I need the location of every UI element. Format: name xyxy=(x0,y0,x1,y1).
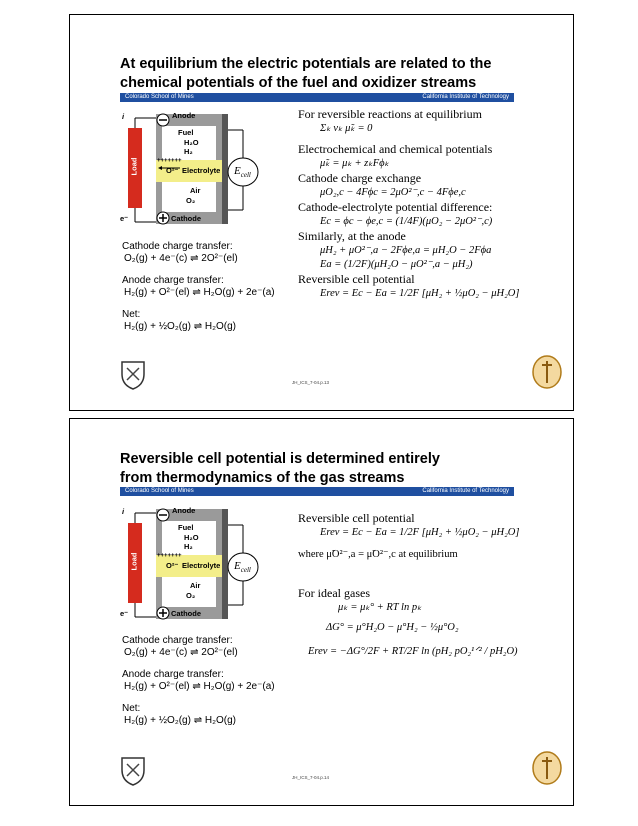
net-eq: H₂(g) + ½O₂(g) ⇌ H₂O(g) xyxy=(124,715,236,726)
o2-label: O₂ xyxy=(186,196,196,205)
eq-line: Cathode charge exchange xyxy=(298,171,422,185)
slide-1 xyxy=(69,14,574,411)
current-label: i xyxy=(122,507,125,516)
h2-label: H₂ xyxy=(184,147,193,156)
fuel-label: Fuel xyxy=(178,523,194,532)
cathode-label: Cathode xyxy=(171,214,201,223)
institution-band xyxy=(120,93,514,102)
anode-eq: H₂(g) + O²⁻(el) ⇌ H₂O(g) + 2e⁻(a) xyxy=(124,287,275,298)
air-label: Air xyxy=(190,581,201,590)
title-line-2: chemical potentials of the fuel and oxidizer streams xyxy=(120,75,477,91)
band-right: California Institute of Technology xyxy=(422,94,509,100)
o2-label: O₂ xyxy=(186,591,196,600)
plus-signs: +++++++ xyxy=(157,553,182,559)
anode-label: Anode xyxy=(172,111,196,120)
title-line-2: from thermodynamics of the gas streams xyxy=(120,470,405,486)
ecell-label: $E_{cell}$ xyxy=(234,560,251,575)
plus-signs: +++++++ xyxy=(157,158,182,164)
caltech-seal-logo xyxy=(532,355,562,389)
reactions-block xyxy=(122,241,275,333)
load-label: Load xyxy=(129,552,139,571)
equations-column xyxy=(298,511,519,659)
electrolyte-label: Electrolyte xyxy=(182,166,221,175)
fuel-cell-diagram xyxy=(118,110,278,228)
band-left: Colorado School of Mines xyxy=(125,94,194,100)
h2o-label: H₂O xyxy=(184,533,199,542)
electron-label: e⁻ xyxy=(120,214,129,223)
eq-line: μ̃ₖ = μₖ + zₖFϕₖ xyxy=(320,158,390,169)
eq-line: Erev = Ec − Ea = 1/2F [μH₂ + ½μO₂ − μH₂O] xyxy=(320,288,520,299)
electrolyte-label: Electrolyte xyxy=(182,561,221,570)
eq-line: For ideal gases xyxy=(298,586,370,600)
eq-line: Ea = (1/2F)(μH₂O − μO²⁻,a − μH₂) xyxy=(320,259,473,270)
cathode-eq: O₂(g) + 4e⁻(c) ⇌ 2O²⁻(el) xyxy=(124,647,238,658)
anode-label: Anode xyxy=(172,506,196,515)
eq-line: Σₖ νₖ μ̃ₖ = 0 xyxy=(320,123,373,134)
band-left: Colorado School of Mines xyxy=(125,488,194,494)
o2minus-label: O²⁻ xyxy=(166,166,179,175)
eq-line: where μ̃O²⁻,a = μ̃O²⁻,c at equilibrium xyxy=(298,549,458,560)
equations-column xyxy=(298,107,519,301)
current-label: i xyxy=(122,112,125,121)
eq-line: ΔG° = μ°H₂O − μ°H₂ − ½μ°O₂ xyxy=(326,622,459,633)
load-label: Load xyxy=(129,157,139,176)
eq-line: Ec = ϕc − ϕe,c = (1/4F)(μO₂ − 2μO²⁻,c) xyxy=(320,216,493,227)
eq-line: μₖ = μₖ° + RT ln pₖ xyxy=(338,602,422,613)
eq-line: For reversible reactions at equilibrium xyxy=(298,107,482,121)
slide-2 xyxy=(69,418,574,806)
slide-footer: JH_ICS_7-04.p.14 xyxy=(292,775,330,780)
h2o-label: H₂O xyxy=(184,138,199,147)
net-eq: H₂(g) + ½O₂(g) ⇌ H₂O(g) xyxy=(124,321,236,332)
reactions-block xyxy=(122,635,275,727)
title-line-1: At equilibrium the electric potentials are related to the xyxy=(120,56,492,72)
eq-line: μO₂,c − 4Fϕc = 2μO²⁻,c − 4Fϕe,c xyxy=(320,187,466,198)
institution-band xyxy=(120,487,514,496)
cathode-eq: O₂(g) + 4e⁻(c) ⇌ 2O²⁻(el) xyxy=(124,253,238,264)
cathode-head: Cathode charge transfer: xyxy=(122,241,233,252)
slide-title xyxy=(120,450,440,488)
eq-line: Erev = −ΔG°/2F + RT/2F ln (pH₂ pO₂¹ᐟ² / pH₂O) xyxy=(308,646,518,657)
cathode-head: Cathode charge transfer: xyxy=(122,635,233,646)
anode-head: Anode charge transfer: xyxy=(122,275,224,286)
o2minus-label: O²⁻ xyxy=(166,561,179,570)
eq-line: Reversible cell potential xyxy=(298,272,415,286)
mines-crest-logo xyxy=(120,360,146,390)
band-right: California Institute of Technology xyxy=(422,488,509,494)
eq-line: Electrochemical and chemical potentials xyxy=(298,142,493,156)
air-label: Air xyxy=(190,186,201,195)
net-head: Net: xyxy=(122,309,141,320)
anode-eq: H₂(g) + O²⁻(el) ⇌ H₂O(g) + 2e⁻(a) xyxy=(124,681,275,692)
eq-line: Cathode-electrolyte potential difference: xyxy=(298,200,493,214)
cathode-label: Cathode xyxy=(171,609,201,618)
ecell-label: $E_{cell}$ xyxy=(234,165,251,180)
eq-line: Erev = Ec − Ea = 1/2F [μH₂ + ½μO₂ − μH₂O] xyxy=(320,527,520,538)
title-line-1: Reversible cell potential is determined entirely xyxy=(120,451,440,467)
caltech-seal-logo xyxy=(532,751,562,785)
h2-label: H₂ xyxy=(184,542,193,551)
eq-line: Similarly, at the anode xyxy=(298,229,406,243)
anode-head: Anode charge transfer: xyxy=(122,669,224,680)
eq-line: μH₂ + μO²⁻,a − 2Fϕe,a = μH₂O − 2Fϕa xyxy=(320,245,492,256)
slide-title xyxy=(120,55,491,93)
slide-footer: JH_ICS_7-04.p.13 xyxy=(292,380,330,385)
electron-label: e⁻ xyxy=(120,609,129,618)
eq-line: Reversible cell potential xyxy=(298,511,415,525)
fuel-cell-diagram xyxy=(118,505,278,623)
net-head: Net: xyxy=(122,703,141,714)
fuel-label: Fuel xyxy=(178,128,194,137)
mines-crest-logo xyxy=(120,756,146,786)
